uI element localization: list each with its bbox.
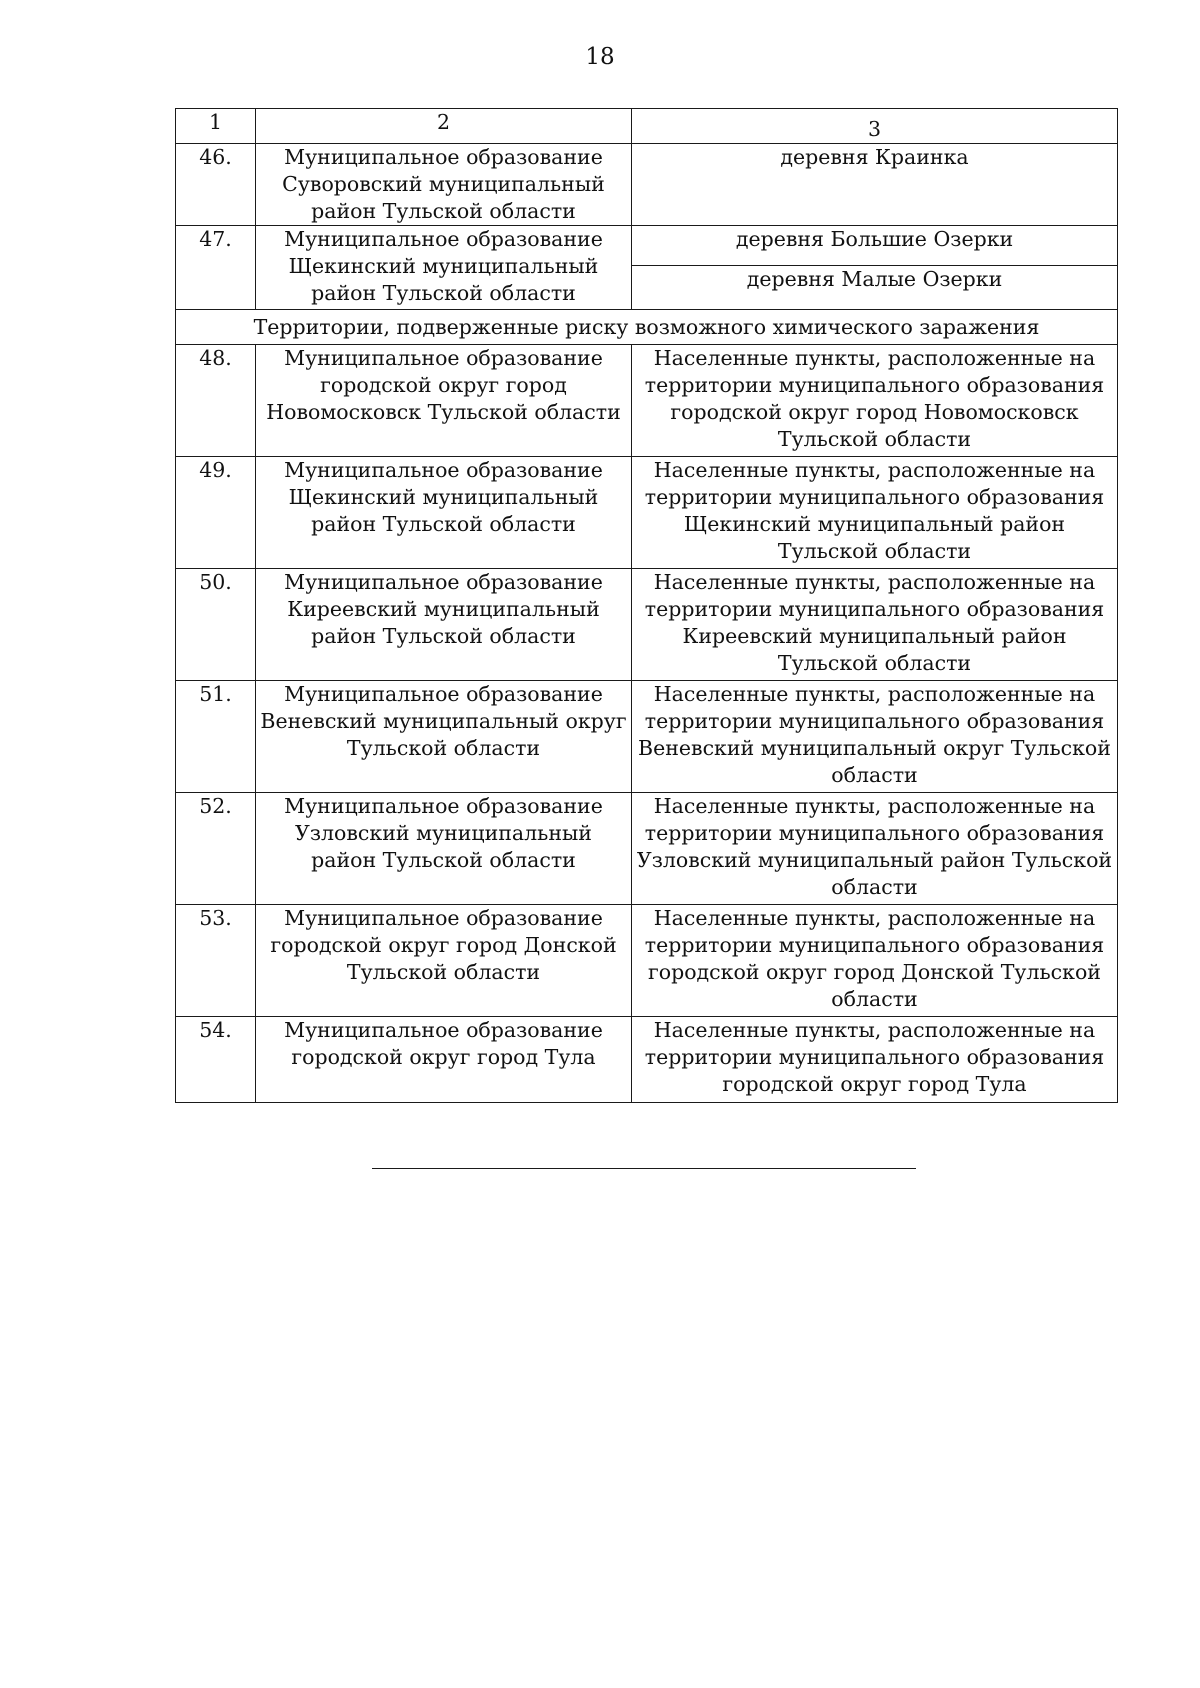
municipal-entity-text: Муниципальное образование Щекинский муниципальный район Тульской области bbox=[284, 458, 603, 536]
settlement-cell bbox=[632, 266, 1118, 310]
settlement-cell bbox=[632, 569, 1118, 681]
page-number: 18 bbox=[585, 44, 615, 70]
table-row bbox=[176, 345, 1118, 457]
row-number: 53. bbox=[176, 905, 256, 1017]
settlement-text: Населенные пункты, расположенные на территории муниципального образования Веневский муниципальный округ Тульской области bbox=[638, 682, 1111, 787]
table-row bbox=[176, 1017, 1118, 1103]
column-header-1: 1 bbox=[176, 109, 256, 144]
closing-horizontal-rule bbox=[372, 1168, 916, 1169]
row-number: 51. bbox=[176, 681, 256, 793]
settlement-cell bbox=[632, 144, 1118, 226]
settlement-text: Населенные пункты, расположенные на территории муниципального образования Щекинский муниципальный район Тульской области bbox=[644, 458, 1105, 563]
settlement-text: деревня Большие Озерки bbox=[735, 227, 1014, 251]
section-heading: Территории, подверженные риску возможного химического заражения bbox=[176, 310, 1118, 345]
settlement-text: Населенные пункты, расположенные на территории муниципального образования городской округ город Новомосковск Тульской области bbox=[644, 346, 1105, 451]
table-row bbox=[176, 569, 1118, 681]
municipal-entity-text: Муниципальное образование Щекинский муниципальный район Тульской области bbox=[284, 227, 603, 305]
settlement-cell bbox=[632, 793, 1118, 905]
municipal-entity-cell bbox=[256, 457, 632, 569]
settlement-cell bbox=[632, 345, 1118, 457]
table-row bbox=[176, 457, 1118, 569]
municipal-entity-cell bbox=[256, 793, 632, 905]
municipal-entity-text: Муниципальное образование городской округ город Тула bbox=[284, 1018, 603, 1069]
row-number: 49. bbox=[176, 457, 256, 569]
municipal-entity-text: Муниципальное образование Веневский муниципальный округ Тульской области bbox=[260, 682, 627, 760]
row-number: 47. bbox=[176, 226, 256, 310]
table-row bbox=[176, 793, 1118, 905]
table-row bbox=[176, 905, 1118, 1017]
settlement-text: деревня Малые Озерки bbox=[746, 267, 1003, 291]
municipal-entity-cell bbox=[256, 1017, 632, 1103]
settlement-text: Населенные пункты, расположенные на территории муниципального образования городской округ город Тула bbox=[644, 1018, 1105, 1096]
table-row bbox=[176, 144, 1118, 226]
column-header-2: 2 bbox=[256, 109, 632, 144]
settlement-text: деревня Краинка bbox=[780, 145, 969, 169]
row-number: 48. bbox=[176, 345, 256, 457]
settlement-cell bbox=[632, 226, 1118, 266]
table-header-row bbox=[176, 109, 1118, 144]
municipal-entity-cell bbox=[256, 905, 632, 1017]
municipal-entity-cell bbox=[256, 345, 632, 457]
row-number: 54. bbox=[176, 1017, 256, 1103]
territories-table bbox=[175, 108, 1118, 1103]
settlement-cell bbox=[632, 905, 1118, 1017]
row-number: 46. bbox=[176, 144, 256, 226]
municipal-entity-cell bbox=[256, 144, 632, 226]
municipal-entity-cell bbox=[256, 226, 632, 310]
municipal-entity-text: Муниципальное образование Узловский муниципальный район Тульской области bbox=[284, 794, 603, 872]
section-heading-row bbox=[176, 310, 1118, 345]
municipal-entity-text: Муниципальное образование городской округ город Донской Тульской области bbox=[270, 906, 617, 984]
settlement-cell bbox=[632, 681, 1118, 793]
settlement-cell bbox=[632, 457, 1118, 569]
municipal-entity-text: Муниципальное образование городской округ город Новомосковск Тульской области bbox=[266, 346, 621, 424]
settlement-text: Населенные пункты, расположенные на территории муниципального образования городской округ город Донской Тульской области bbox=[644, 906, 1105, 1011]
table-row bbox=[176, 226, 1118, 266]
row-number: 52. bbox=[176, 793, 256, 905]
municipal-entity-text: Муниципальное образование Суворовский муниципальный район Тульской области bbox=[282, 145, 605, 223]
settlement-cell bbox=[632, 1017, 1118, 1103]
table-row bbox=[176, 681, 1118, 793]
column-header-3: 3 bbox=[632, 109, 1118, 144]
settlement-text: Населенные пункты, расположенные на территории муниципального образования Узловский муниципальный район Тульской области bbox=[636, 794, 1113, 899]
municipal-entity-cell bbox=[256, 569, 632, 681]
row-number: 50. bbox=[176, 569, 256, 681]
municipal-entity-text: Муниципальное образование Киреевский муниципальный район Тульской области bbox=[284, 570, 603, 648]
settlement-text: Населенные пункты, расположенные на территории муниципального образования Киреевский муниципальный район Тульской области bbox=[644, 570, 1105, 675]
municipal-entity-cell bbox=[256, 681, 632, 793]
